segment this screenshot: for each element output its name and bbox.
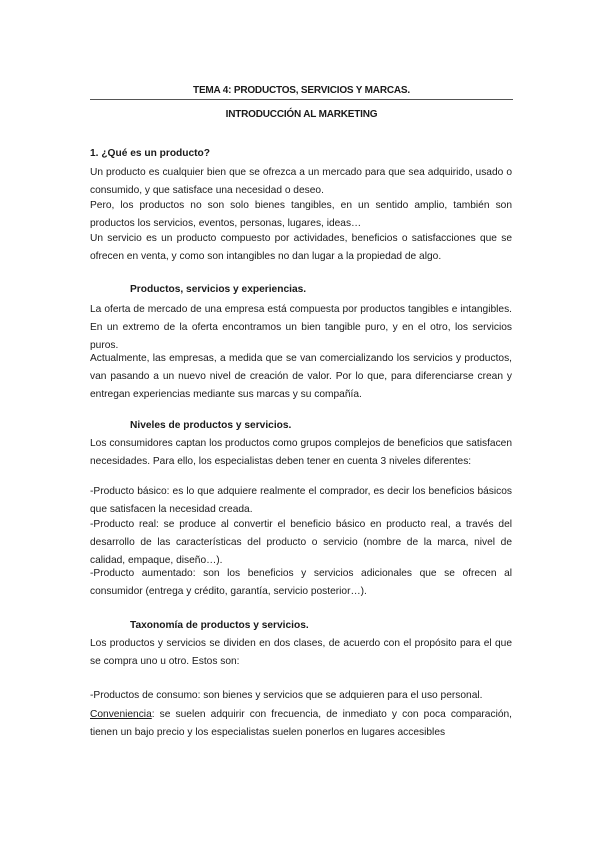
section2-paragraph-1: La oferta de mercado de una empresa está compuesta por productos tangibles e intangibles. En un extremo de la oferta encontramos un bien tangible puro, y en el otro, los servicios puros. [90, 304, 512, 351]
document-title: TEMA 4: PRODUCTOS, SERVICIOS Y MARCAS. [193, 85, 410, 96]
section1-paragraph-1: Un producto es cualquier bien que se ofrezca a un mercado para que sea adquirido, usado o consumido, y que satisface una necesidad o deseo. [90, 167, 512, 196]
conveniencia-text: : se suelen adquirir con frecuencia, de inmediato y con poca comparación, tienen un bajo precio y los especialistas suelen ponerlos en lugares accesibles [90, 709, 512, 738]
section4-conveniencia [90, 706, 512, 742]
section3-item-basico: -Producto básico: es lo que adquiere realmente el comprador, es decir los beneficios básicos que satisfacen la necesidad creada. [90, 486, 512, 515]
section1-paragraph-3: Un servicio es un producto compuesto por actividades, beneficios o satisfacciones que se ofrecen en venta, y como son intangibles no dan lugar a la propiedad de algo. [90, 233, 512, 262]
section2-heading: Productos, servicios y experiencias. [130, 284, 307, 295]
section1-heading: 1. ¿Qué es un producto? [90, 148, 210, 159]
section1-paragraph-2: Pero, los productos no son solo bienes tangibles, en un sentido amplio, también son productos los servicios, eventos, personas, lugares, ideas… [90, 200, 512, 229]
section4-item-consumo: -Productos de consumo: son bienes y servicios que se adquieren para el uso personal. [90, 690, 483, 701]
section3-heading: Niveles de productos y servicios. [130, 420, 292, 431]
section3-item-aumentado: -Producto aumentado: son los beneficios y servicios adicionales que se ofrecen al consumidor (entrega y crédito, garantía, servicio posterior…). [90, 568, 512, 597]
section4-heading: Taxonomía de productos y servicios. [130, 620, 309, 631]
section3-paragraph-1: Los consumidores captan los productos como grupos complejos de beneficios que satisfacen necesidades. Para ello, los especialistas deben tener en cuenta 3 niveles diferentes: [90, 438, 512, 467]
document-subtitle: INTRODUCCIÓN AL MARKETING [225, 109, 378, 120]
section4-paragraph-1: Los productos y servicios se dividen en dos clases, de acuerdo con el propósito para el que se compra uno u otro. Estos son: [90, 638, 512, 667]
section2-paragraph-2: Actualmente, las empresas, a medida que se van comercializando los servicios y productos, van pasando a un nuevo nivel de creación de valor. Por lo que, para diferenciarse crean y entregan experiencias mediante sus marcas y su compañía. [90, 353, 512, 400]
conveniencia-term: Conveniencia [90, 709, 152, 720]
section3-item-real: -Producto real: se produce al convertir el beneficio básico en producto real, a través del desarrollo de las características del producto o servicio (nombre de la marca, nivel de calidad, empaque, diseño…). [90, 519, 512, 566]
title-divider [90, 99, 513, 100]
